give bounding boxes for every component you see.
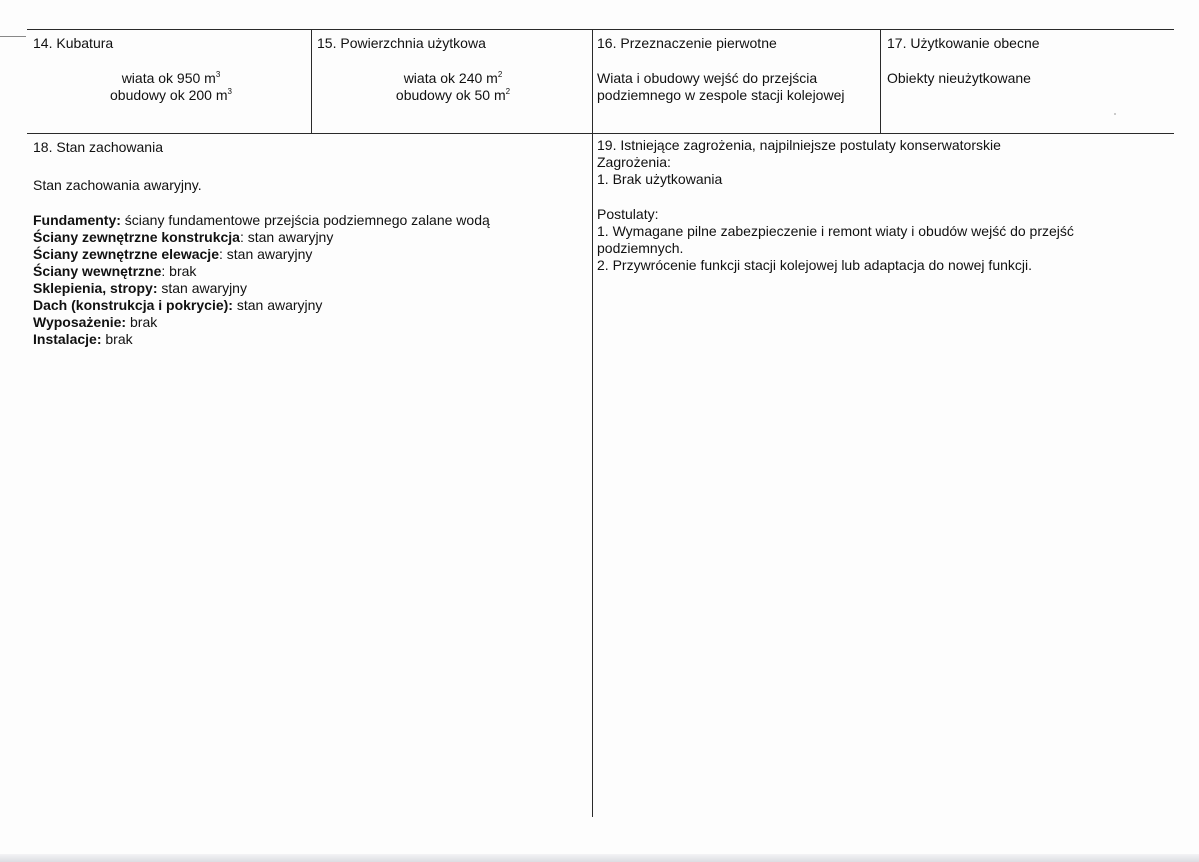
powierzchnia-obudowy: obudowy ok 50 $m^2$ [395,87,511,103]
uzytkowanie-value: Obiekty nieużytkowane [887,70,1031,86]
przeznaczenie-line-1: Wiata i obudowy wejść do przejścia [597,70,818,86]
kubatura-values [33,70,309,104]
zagrozenia-item-1: 1. Brak użytkowania [597,171,723,187]
przeznaczenie-title: 16. Przeznaczenie pierwotne [597,35,777,51]
scan-edge-mark [0,36,26,37]
stan-item-sklepienia: Sklepienia, stropy: stan awaryjny [33,280,247,296]
scan-bottom-edge [0,854,1199,862]
postulat-2: 2. Przywrócenie funkcji stacji kolejowej lub adaptacja do nowej funkcji. [597,257,1032,273]
postulaty-heading: Postulaty: [597,206,659,222]
powierzchnia-title: 15. Powierzchnia użytkowa [317,35,486,51]
przeznaczenie-value [597,70,844,104]
stan-title: 18. Stan zachowania [33,139,163,155]
zagrozenia-heading: Zagrożenia: [597,154,671,170]
kubatura-obudowy: obudowy ok 200 $m^3$ [110,87,232,103]
kubatura-title: 14. Kubatura [33,35,114,51]
stan-item-sciany-konstrukcja: Ściany zewnętrzne konstrukcja: stan awaryjny [33,229,334,245]
powierzchnia-values [317,70,589,104]
stan-item-fundamenty: Fundamenty: ściany fundamentowe przejścia podziemnego zalane wodą [33,212,490,228]
table-top-border [27,29,1174,30]
zagrozenia-title: 19. Istniejące zagrożenia, najpilniejsze postulaty konserwatorskie [597,137,1001,153]
postulat-1-line-1: 1. Wymagane pilne zabezpieczenie i remont wiaty i obudów wejść do przejść [597,223,1074,239]
column-divider-3 [880,29,881,134]
stan-item-dach: Dach (konstrukcja i pokrycie): stan awaryjny [33,297,323,313]
stan-item-instalacje: Instalacje: brak [33,331,133,347]
kubatura-wiata: wiata ok 950 $m^3$ [121,70,221,86]
zagrozenia-section [597,137,1074,274]
spacer [597,188,1074,206]
uzytkowanie-title: 17. Użytkowanie obecne [887,35,1040,51]
scan-speck [1114,113,1116,115]
stan-item-sciany-elewacje: Ściany zewnętrzne elewacje: stan awaryjny [33,246,313,262]
stan-item-sciany-wewnetrzne: Ściany wewnętrzne: brak [33,263,197,279]
powierzchnia-wiata: wiata ok 240 $m^2$ [403,70,503,86]
column-divider-2 [592,29,593,817]
column-divider-1 [311,29,312,134]
row-divider [27,133,1174,134]
stan-details-list [33,212,490,348]
stan-summary: Stan zachowania awaryjny. [33,177,202,193]
stan-item-wyposazenie: Wyposażenie: brak [33,314,158,330]
przeznaczenie-line-2: podziemnego w zespole stacji kolejowej [597,87,845,103]
postulat-1-line-2: podziemnych. [597,240,684,256]
